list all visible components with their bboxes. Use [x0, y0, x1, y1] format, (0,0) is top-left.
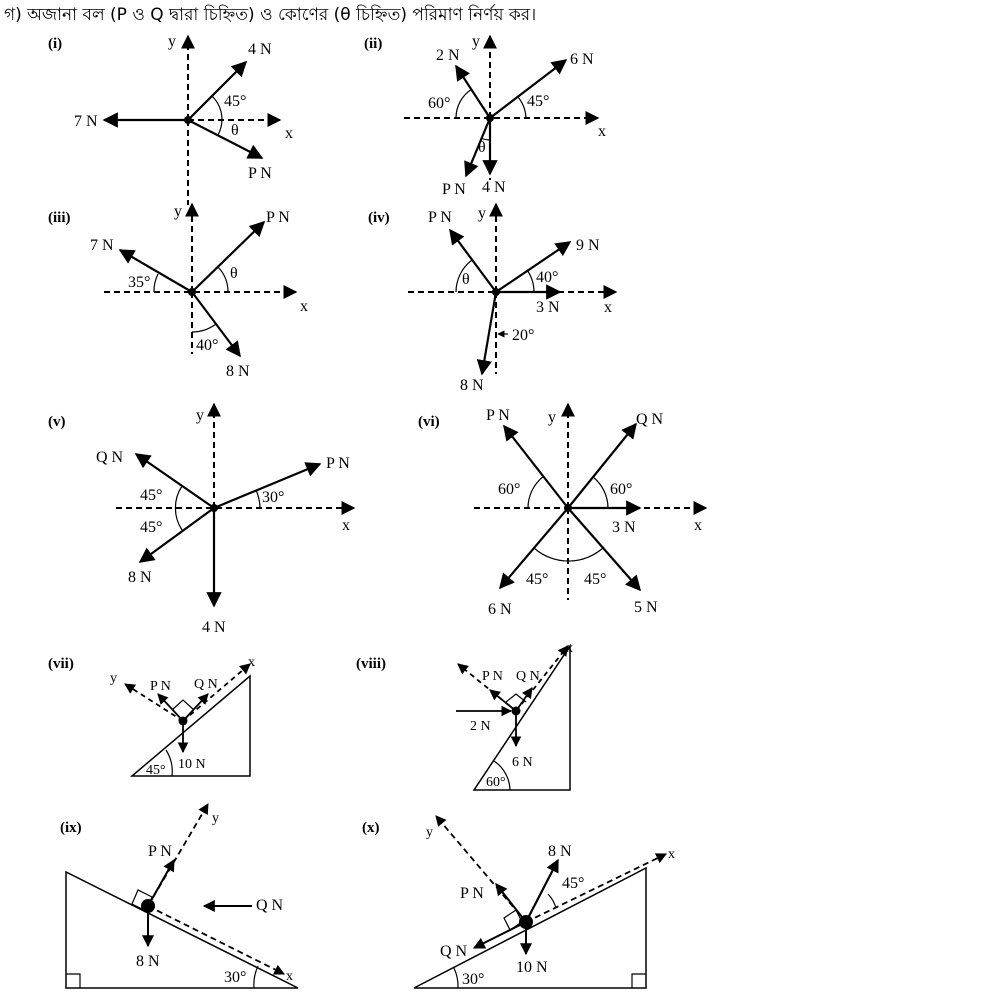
y-axis-label: y	[212, 811, 219, 826]
particle	[486, 114, 494, 122]
angle-arc-45	[518, 97, 526, 118]
angle-label-60-right: 60°	[610, 481, 633, 498]
x-axis-label: x	[694, 517, 702, 534]
particle	[519, 915, 533, 929]
force-label-7n: 7 N	[74, 113, 98, 130]
angle-label-45: 45°	[224, 93, 247, 110]
angle-label-theta: θ	[231, 122, 239, 139]
x-axis	[183, 664, 250, 721]
force-label-q: Q N	[256, 897, 284, 914]
angle-label-30: 30°	[262, 489, 285, 506]
angle-label-30: 30°	[462, 971, 485, 988]
particle	[184, 116, 192, 124]
x-axis-label: x	[668, 847, 675, 862]
angle-label-40: 40°	[196, 337, 219, 354]
force-label-p: P N	[266, 209, 290, 226]
force-label-q: Q N	[96, 449, 124, 466]
y-axis-label: y	[472, 33, 480, 50]
force-label-8n: 8 N	[548, 843, 572, 860]
force-label-q: Q N	[636, 411, 664, 428]
force-label-4n: 4 N	[248, 41, 272, 58]
angle-label-20: 20°	[512, 327, 535, 344]
force-label-p: P N	[428, 209, 452, 226]
force-arrow-p	[158, 694, 183, 721]
y-axis-label: y	[478, 205, 486, 222]
x-axis-label: x	[566, 641, 573, 656]
force-label-p: P N	[248, 165, 272, 182]
angle-label-30: 30°	[224, 969, 247, 986]
problem-label-ix: (ix)	[60, 820, 82, 836]
problem-label-i: (i)	[48, 36, 63, 52]
x-axis-label: x	[285, 125, 293, 142]
angle-label-45: 45°	[527, 93, 550, 110]
force-arrow-p	[192, 222, 264, 292]
problem-label-x: (x)	[362, 820, 380, 836]
problem-label-vii: (vii)	[48, 656, 74, 672]
force-label-3n: 3 N	[612, 519, 636, 536]
angle-arc-60-right	[593, 477, 608, 508]
angle-arc-60-left	[528, 476, 544, 508]
x-axis	[526, 854, 666, 922]
y-axis-label: y	[110, 671, 117, 686]
x-axis-label: x	[342, 517, 350, 534]
force-arrow-2n	[456, 66, 490, 118]
angle-label-60: 60°	[428, 95, 451, 112]
particle	[492, 288, 500, 296]
force-label-q: Q N	[516, 669, 540, 684]
angle-arc-theta	[218, 267, 228, 292]
angle-label-45-left: 45°	[526, 571, 549, 588]
angle-label-theta: θ	[230, 265, 238, 282]
diagram-ix	[60, 804, 298, 988]
angle-arc-30	[256, 490, 260, 508]
force-label-p: P N	[482, 669, 503, 684]
angle-label-45: 45°	[562, 875, 585, 892]
angle-arc-60	[456, 89, 472, 118]
force-arrow-q	[183, 694, 208, 721]
y-axis-label: y	[548, 409, 556, 426]
angle-label-60: 60°	[486, 775, 506, 790]
angle-arc-45	[212, 96, 222, 120]
angle-arc-40	[527, 270, 534, 292]
angle-arc-35	[154, 274, 158, 292]
angle-arc-45	[548, 894, 556, 908]
particle	[210, 504, 218, 512]
particle	[179, 717, 188, 726]
x-axis-label: x	[604, 299, 612, 316]
force-label-10n: 10 N	[178, 757, 206, 772]
x-axis	[148, 906, 284, 974]
angle-label-35: 35°	[128, 274, 151, 291]
diagram-vii	[48, 655, 255, 778]
force-label-3n: 3 N	[536, 299, 560, 316]
force-label-p: P N	[150, 679, 171, 694]
particle	[564, 504, 572, 512]
force-label-5n: 5 N	[634, 599, 658, 616]
particle	[188, 288, 196, 296]
diagram-x	[362, 816, 675, 988]
angle-arc-30	[254, 966, 258, 988]
force-label-6n: 6 N	[488, 601, 512, 618]
force-label-p: P N	[486, 407, 510, 424]
force-label-8n: 8 N	[226, 363, 250, 380]
right-angle-mark	[172, 700, 194, 710]
x-axis-label: x	[248, 655, 255, 670]
angle-label-45-right: 45°	[584, 571, 607, 588]
problem-label-iv: (iv)	[368, 210, 390, 226]
diagram-iii	[48, 203, 308, 380]
angle-arc-30	[454, 968, 458, 988]
force-arrow-8n	[526, 860, 558, 922]
force-label-6n: 6 N	[512, 755, 533, 770]
problem-label-v: (v)	[48, 414, 66, 430]
force-label-7n: 7 N	[90, 237, 114, 254]
angle-arc-40	[192, 324, 216, 332]
angle-label-45-upper: 45°	[140, 487, 163, 504]
diagram-vi	[418, 404, 706, 618]
force-label-8n: 8 N	[128, 569, 152, 586]
angle-label-45-lower: 45°	[140, 519, 163, 536]
particle	[141, 899, 155, 913]
inclined-plane	[66, 872, 298, 988]
angle-arc-theta	[218, 120, 222, 135]
angle-label-theta: θ	[478, 139, 486, 156]
force-arrow-p	[188, 120, 262, 158]
force-label-8n: 8 N	[136, 953, 160, 970]
x-axis-label: x	[598, 123, 606, 140]
force-arrow-4n	[188, 62, 246, 120]
force-label-q: Q N	[194, 677, 218, 692]
y-axis-label: y	[174, 203, 182, 220]
force-label-4n: 4 N	[202, 619, 226, 636]
force-label-2n: 2 N	[470, 719, 491, 734]
force-arrow-8n	[482, 292, 496, 374]
y-axis-label: y	[426, 825, 433, 840]
force-label-2n: 2 N	[436, 47, 460, 64]
problem-label-ii: (ii)	[364, 36, 383, 52]
force-label-4n: 4 N	[482, 179, 506, 196]
problem-label-vi: (vi)	[418, 414, 440, 430]
force-label-p: P N	[148, 843, 172, 860]
x-axis-label: x	[300, 298, 308, 315]
angle-label-40: 40°	[536, 269, 559, 286]
angle-label-60-left: 60°	[498, 481, 521, 498]
right-angle-mark-base	[66, 974, 80, 988]
question-heading: গ) অজানা বল (P ও Q দ্বারা চিহ্নিত) ও কোণের (θ চিহ্নিত) পরিমাণ নির্ণয় কর।	[4, 5, 537, 25]
y-axis-label: y	[168, 33, 176, 50]
diagram-i	[48, 33, 293, 205]
force-label-8n: 8 N	[460, 377, 484, 394]
diagram-viii	[356, 641, 573, 790]
force-label-6n: 6 N	[570, 51, 594, 68]
force-label-q: Q N	[440, 943, 468, 960]
force-label-p: P N	[460, 885, 484, 902]
angle-arc-45	[166, 750, 172, 776]
y-axis-label: y	[196, 407, 204, 424]
diagram-iv	[368, 204, 616, 394]
angle-label-theta: θ	[462, 271, 470, 288]
x-axis-label: x	[286, 969, 293, 984]
particle	[512, 707, 521, 716]
angle-label-45: 45°	[146, 763, 166, 778]
right-angle-mark-base	[632, 974, 646, 988]
diagram-ii	[364, 33, 606, 198]
force-arrow-p	[490, 690, 516, 711]
force-label-10n: 10 N	[516, 959, 548, 976]
force-label-p: P N	[442, 181, 466, 198]
problem-label-viii: (viii)	[356, 656, 386, 672]
problem-label-iii: (iii)	[48, 210, 71, 226]
force-arrow-p	[148, 860, 174, 906]
force-label-9n: 9 N	[576, 237, 600, 254]
force-arrow-p	[496, 884, 526, 922]
diagram-v	[48, 404, 354, 636]
force-label-p: P N	[326, 455, 350, 472]
